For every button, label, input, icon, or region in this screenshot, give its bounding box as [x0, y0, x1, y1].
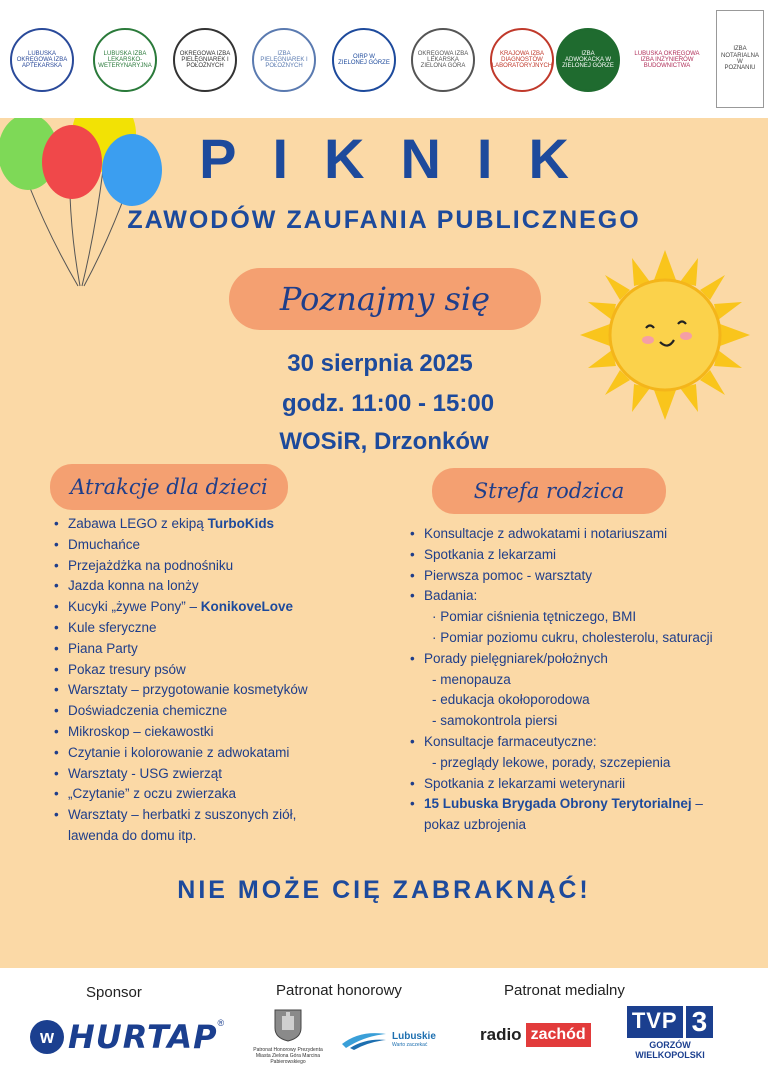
hurtap-logo-text: HURTAP [68, 1018, 218, 1056]
parents-zone-list [408, 524, 758, 836]
izba-notarialna-logo: IZBA NOTARIALNA W POZNANIU [716, 10, 764, 108]
event-title: PIKNIK [199, 127, 605, 190]
lubuskie-logo [340, 1028, 436, 1050]
izba-adwokacka-logo: IZBA ADWOKACKA W ZIELONEJ GÓRZE [556, 28, 620, 92]
tagline-text: Poznajmy się [279, 280, 491, 318]
hurtap-w-icon: w [30, 1020, 64, 1054]
list-item: • Pokaz tresury psów [52, 660, 382, 681]
list-item: · Pomiar ciśnienia tętniczego, BMI [432, 609, 637, 625]
list-item: - przeglądy lekowe, porady, szczepienia [432, 754, 671, 770]
list-item: · Pomiar poziomu cukru, cholesterolu, saturacji [432, 629, 713, 645]
radio-zachod-logo [480, 1020, 591, 1050]
tvp3-logo [624, 1006, 716, 1061]
list-item: • Porady pielęgniarek/położnych [408, 649, 758, 670]
krajowa-izba-diagnostow-logo: KRAJOWA IZBA DIAGNOSTÓW LABORATORYJNYCH [490, 28, 554, 92]
list-item: • Kucyki „żywe Pony” – KonikoveLove [52, 597, 382, 618]
list-item: • Jazda konna na lonży [52, 576, 382, 597]
list-item: pokaz uzbrojenia [424, 817, 527, 833]
list-item: - samokontrola piersi [432, 713, 558, 729]
list-item: • Doświadczenia chemiczne [52, 701, 382, 722]
hurtap-logo: w HURTAP ® [30, 1018, 224, 1056]
izba-inzynierow-logo: LUBUSKA OKRĘGOWA IZBA INŻYNIERÓW BUDOWNICTWA [627, 28, 707, 92]
city-crest-logo [252, 1008, 324, 1065]
radio-brand: zachód [526, 1023, 591, 1047]
honorary-caption: Patronat Honorowy Prezydenta Miasta Zielona Góra Marcina Pabierowskiego [253, 1047, 323, 1065]
kids-section-heading: Atrakcje dla dzieci [50, 464, 288, 510]
event-subtitle: ZAWODÓW ZAUFANIA PUBLICZNEGO [127, 206, 641, 234]
list-item: lawenda do domu itp. [68, 827, 197, 843]
tvp-number: 3 [686, 1006, 714, 1038]
radio-word: radio [480, 1025, 522, 1044]
list-item: • Warsztaty - USG zwierząt [52, 764, 382, 785]
lubuskie-subtext: Warto zaczekać [392, 1041, 428, 1048]
list-item: • Kule sferyczne [52, 618, 382, 639]
list-item: • Konsultacje z adwokatami i notariuszami [408, 524, 758, 545]
lubuskie-wave-icon [340, 1028, 388, 1050]
izba-pielegniarek-i-poloznych-logo: OKRĘGOWA IZBA PIELĘGNIAREK I POŁOŻNYCH [173, 28, 237, 92]
tvp-text: TVP [627, 1006, 683, 1038]
list-item: - edukacja okołoporodowa [432, 692, 590, 708]
partner-logos-bar [0, 0, 768, 118]
okregowa-izba-lekarska-logo: OKRĘGOWA IZBA LEKARSKA ZIELONA GÓRA [411, 28, 475, 92]
media-patronage-label: Patronat medialny [504, 982, 625, 999]
event-time: godz. 11:00 - 15:00 [281, 390, 495, 417]
crest-icon [273, 1008, 303, 1042]
list-item: • Warsztaty – herbatki z suszonych ziół, [52, 805, 382, 826]
list-item: • Mikroskop – ciekawostki [52, 722, 382, 743]
list-item: • Czytanie i kolorowanie z adwokatami [52, 743, 382, 764]
list-item: - menopauza [432, 671, 511, 687]
lubuska-okregowa-izba-aptekarska-logo: LUBUSKA OKRĘGOWA IZBA APTEKARSKA [10, 28, 74, 92]
list-item: • Piana Party [52, 639, 382, 660]
izba-pielegniarek-map-logo: IZBA PIELĘGNIAREK I POŁOŻNYCH [252, 28, 316, 92]
list-item: • „Czytanie” z oczu zwierzaka [52, 784, 382, 805]
list-item: • Pierwsza pomoc - warsztaty [408, 566, 758, 587]
list-item: • Przejażdżka na podnośniku [52, 556, 382, 577]
parents-section-heading: Strefa rodzica [432, 468, 666, 514]
lubuska-izba-lekarsko-weterynaryjna-logo: LUBUSKA IZBA LEKARSKO-WETERYNARYJNA [93, 28, 157, 92]
list-item: • Badania: [408, 586, 758, 607]
list-item: • Konsultacje farmaceutyczne: [408, 732, 758, 753]
closing-slogan: NIE MOŻE CIĘ ZABRAKNĄĆ! [177, 876, 591, 904]
honorary-patronage-label: Patronat honorowy [276, 982, 402, 999]
list-item: • Zabawa LEGO z ekipą TurboKids [52, 514, 382, 535]
sponsor-label: Sponsor [86, 984, 142, 1001]
lubuskie-text: Lubuskie [392, 1030, 436, 1042]
tvp-region: GORZÓW WIELKOPOLSKI [635, 1040, 705, 1060]
list-item: • 15 Lubuska Brygada Obrony Terytorialnej – [408, 794, 758, 815]
list-item: • Spotkania z lekarzami [408, 545, 758, 566]
oirp-logo: OIRP W ZIELONEJ GÓRZE [332, 28, 396, 92]
event-date: 30 sierpnia 2025 [287, 350, 473, 377]
list-item: • Spotkania z lekarzami weterynarii [408, 774, 758, 795]
kids-attractions-list [52, 514, 382, 847]
poster [0, 118, 768, 968]
list-item: • Dmuchańce [52, 535, 382, 556]
event-place: WOSiR, Drzonków [279, 428, 489, 455]
list-item: • Warsztaty – przygotowanie kosmetyków [52, 680, 382, 701]
tagline-pill [229, 268, 541, 330]
